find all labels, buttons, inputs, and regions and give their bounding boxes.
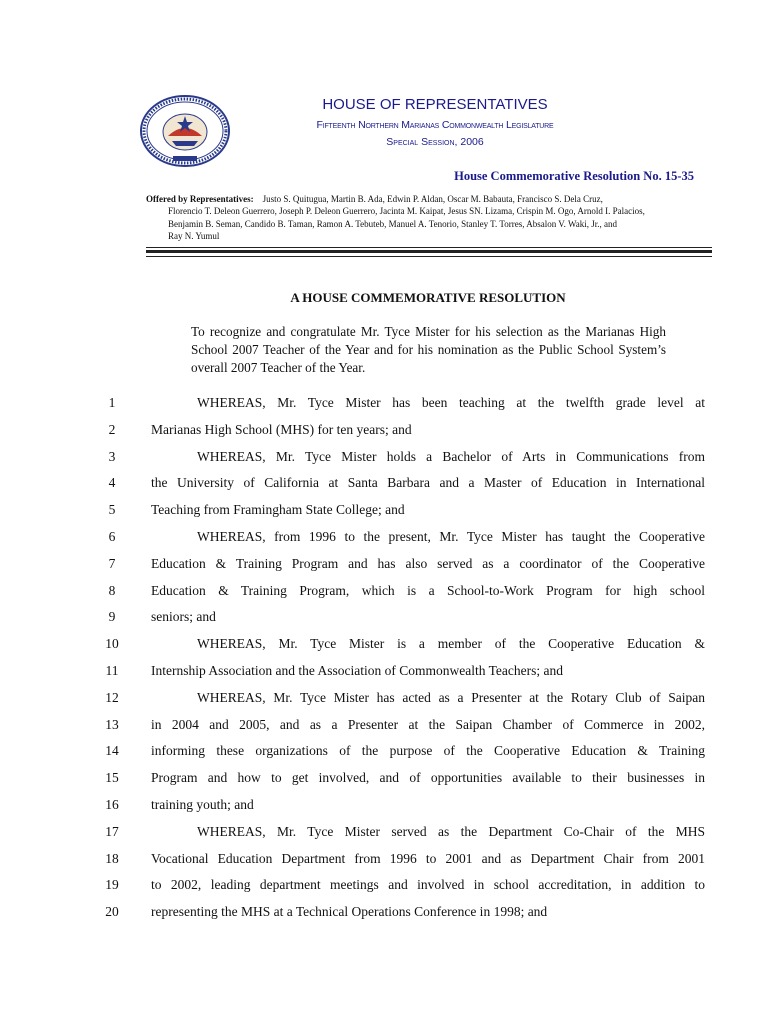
body-line: the University of California at Santa Barbara and a Master of Education in International <box>151 475 705 491</box>
body-line: Marianas High School (MHS) for ten years; and <box>151 421 412 437</box>
sponsors-names-4: Ray N. Yumul <box>168 230 220 241</box>
line-number: 13 <box>105 716 119 732</box>
resolution-purpose: To recognize and congratulate Mr. Tyce Mister for his selection as the Marianas High School 2007 Teacher of the Year and for his nomination as the Public School System’s overall 2007 Teacher of the Year. <box>191 324 666 375</box>
divider-thin-top <box>146 247 712 248</box>
body-line: WHEREAS, from 1996 to the present, Mr. Tyce Mister has taught the Cooperative <box>197 529 705 544</box>
line-number: 8 <box>108 582 116 598</box>
line-number: 2 <box>108 421 116 437</box>
line-number: 6 <box>108 529 116 544</box>
line-number: 7 <box>108 555 116 571</box>
sponsors-names-3: Benjamin B. Seman, Candido B. Taman, Ramon A. Tebuteb, Manuel A. Tenorio, Stanley T. Torres, Absalon V. Waki, Jr., and <box>168 218 617 229</box>
line-number: 10 <box>105 636 119 652</box>
body-line: Internship Association and the Association of Commonwealth Teachers; and <box>151 663 563 678</box>
line-number: 12 <box>105 689 119 705</box>
body-line: WHEREAS, Mr. Tyce Mister is a member of the Cooperative Education & <box>197 636 705 652</box>
body-line: informing these organizations of the purpose of the Cooperative Education & Training <box>151 743 705 759</box>
divider-thin-bottom <box>146 256 712 257</box>
sponsors-names-2: Florencio T. Deleon Guerrero, Joseph P. Deleon Guerrero, Jacinta M. Kaipat, Jesus SN. Lizama, Crispin M. Ogo, Arnold I. Palacios, <box>168 206 645 217</box>
body-line: training youth; and <box>151 797 254 812</box>
line-number: 19 <box>105 877 119 893</box>
session-name: Special Session, 2006 <box>386 136 484 148</box>
line-number: 11 <box>105 663 119 678</box>
legislature-name: Fifteenth Northern Marianas Commonwealth Legislature <box>316 119 554 131</box>
line-number: 9 <box>108 609 116 625</box>
line-number: 18 <box>105 850 119 866</box>
body-line: Vocational Education Department from 1996 to 2001 and as Department Chair from 2001 <box>151 850 705 866</box>
divider-thick <box>146 250 712 253</box>
line-number: 15 <box>105 770 119 786</box>
sponsors-block <box>146 193 712 242</box>
body-line: Education & Training Program and has also served as a coordinator of the Cooperative <box>151 555 705 571</box>
line-number: 4 <box>108 475 116 491</box>
body-line: representing the MHS at a Technical Operations Conference in 1998; and <box>151 904 548 920</box>
line-number: 16 <box>105 797 119 812</box>
body-line: Education & Training Program, which is a School-to-Work Program for high school <box>151 582 705 598</box>
legislature-seal-icon <box>138 94 232 168</box>
line-number: 5 <box>108 502 116 518</box>
resolution-heading: A HOUSE COMMEMORATIVE RESOLUTION <box>290 290 566 305</box>
line-number: 3 <box>108 448 116 464</box>
body-line: WHEREAS, Mr. Tyce Mister holds a Bachelor of Arts in Communications from <box>197 448 705 464</box>
header-title: HOUSE OF REPRESENTATIVES <box>322 96 548 113</box>
body-line: WHEREAS, Mr. Tyce Mister has been teaching at the twelfth grade level at <box>197 395 705 410</box>
line-number: 14 <box>105 743 119 759</box>
line-number: 17 <box>105 823 119 839</box>
body-line: WHEREAS, Mr. Tyce Mister has acted as a Presenter at the Rotary Club of Saipan <box>197 689 705 705</box>
body-line: Teaching from Framingham State College; and <box>151 502 405 518</box>
body-line: in 2004 and 2005, and as a Presenter at the Saipan Chamber of Commerce in 2002, <box>151 716 705 732</box>
resolution-number: House Commemorative Resolution No. 15-35 <box>454 169 694 183</box>
body-line: to 2002, leading department meetings and involved in school accreditation, in addition to <box>151 877 705 893</box>
sponsors-label: Offered by Representatives: <box>146 194 254 204</box>
body-line: seniors; and <box>151 609 216 625</box>
line-number: 1 <box>108 395 116 410</box>
sponsors-names-1: Justo S. Quitugua, Martin B. Ada, Edwin P. Aldan, Oscar M. Babauta, Francisco S. Dela Cruz, <box>262 194 603 204</box>
line-number: 20 <box>105 904 119 920</box>
body-line: Program and how to get involved, and of opportunities available to their businesses in <box>151 770 705 786</box>
body-line: WHEREAS, Mr. Tyce Mister served as the Department Co-Chair of the MHS <box>197 823 705 839</box>
